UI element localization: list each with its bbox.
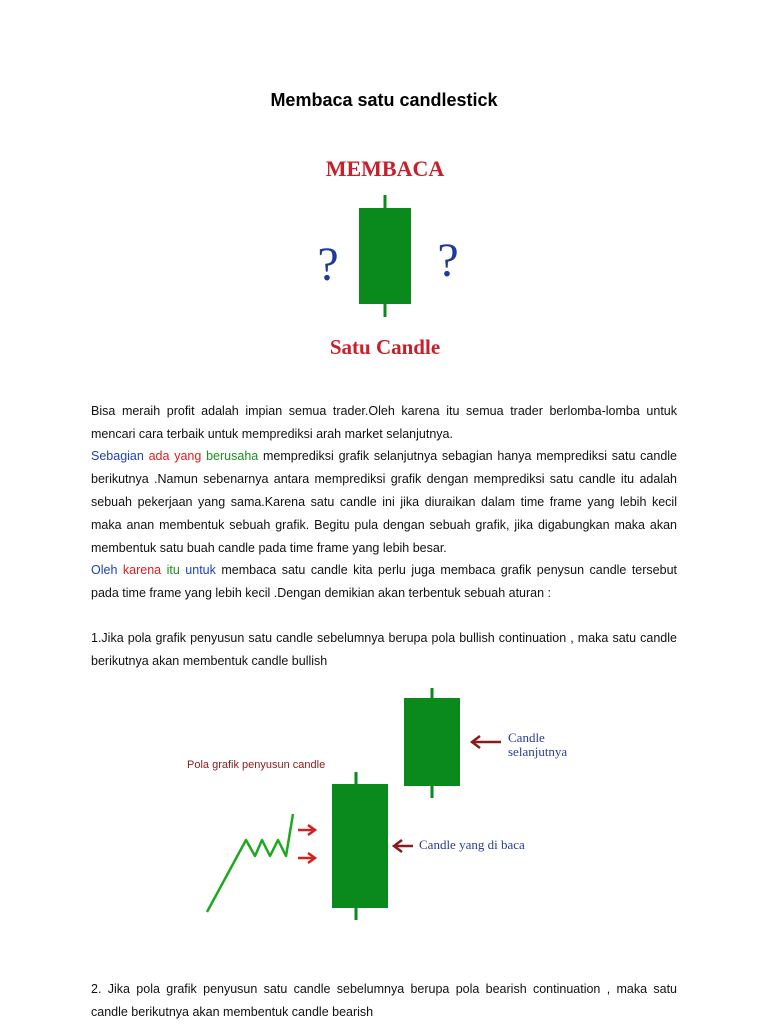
figure-bullish-continuation <box>175 680 600 930</box>
label-next-line2: selanjutnya <box>508 744 568 759</box>
figure1-caption: Satu Candle <box>329 335 441 359</box>
figure-membaca-satu-candle <box>248 140 522 370</box>
word-yang: yang <box>174 449 202 463</box>
word-untuk: untuk <box>185 563 216 577</box>
label-next-line1: Candle <box>508 730 545 745</box>
word-sebagian: Sebagian <box>91 449 144 463</box>
candle-body <box>359 208 411 304</box>
next-candle-body <box>404 698 460 786</box>
question-mark-right: ? <box>437 234 459 287</box>
pattern-zigzag-line <box>207 814 293 912</box>
paragraph-rule-intro <box>91 559 677 605</box>
paragraph-prediction <box>91 445 677 560</box>
paragraph-intro: Bisa meraih profit adalah impian semua trader.Oleh karena itu semua trader berlomba-lomba untuk mencari cara terbaik untuk memprediksi arah market selanjutnya. <box>91 404 677 441</box>
word-itu: itu <box>166 563 180 577</box>
word-ada: ada <box>148 449 170 463</box>
label-read-candle: Candle yang di baca <box>419 837 525 852</box>
page-title: Membaca satu candlestick <box>270 90 498 110</box>
word-karena: karena <box>122 563 162 577</box>
paragraph3-rest: membaca satu candle kita perlu juga membaca grafik penysun candle tersebut pada time frame yang lebih kecil .Dengan demikian akan terbentuk sebuah aturan : <box>91 563 678 600</box>
read-candle-body <box>332 784 388 908</box>
label-pattern: Pola grafik penyusun candle <box>187 759 326 771</box>
arrow-left-icon <box>472 736 501 748</box>
arrow-right-icon <box>298 853 315 863</box>
word-berusaha: berusaha <box>206 449 259 463</box>
rule-2-bearish: 2. Jika pola grafik penyusun satu candle sebelumnya berupa pola bearish continuation , maka satu candle berikutnya akan membentuk candle bearish <box>91 982 677 1019</box>
arrow-left-icon <box>394 840 413 852</box>
arrow-right-icon <box>298 825 315 835</box>
rule-1-bullish: 1.Jika pola grafik penyusun satu candle sebelumnya berupa pola bullish continuation , maka satu candle berikutnya akan membentuk candle bullish <box>91 631 677 668</box>
question-mark-left: ? <box>317 238 339 291</box>
paragraph2-rest: memprediksi grafik selanjutnya sebagian hanya memprediksi satu candle berikutnya .Namun sebenarnya antara memprediksi grafik dengan memprediksi satu candle itu adalah sebuah pekerjaan yang sama.Karena satu candle ini jika diuraikan dalam time frame yang lebih kecil maka anan membentuk sebuah grafik. Begitu pula dengan sebuah grafik, jika digabungkan maka akan membentuk satu buah candle pada time frame yang lebih besar. <box>91 449 678 555</box>
figure1-heading: MEMBACA <box>325 156 445 181</box>
word-oleh: Oleh <box>91 563 118 577</box>
